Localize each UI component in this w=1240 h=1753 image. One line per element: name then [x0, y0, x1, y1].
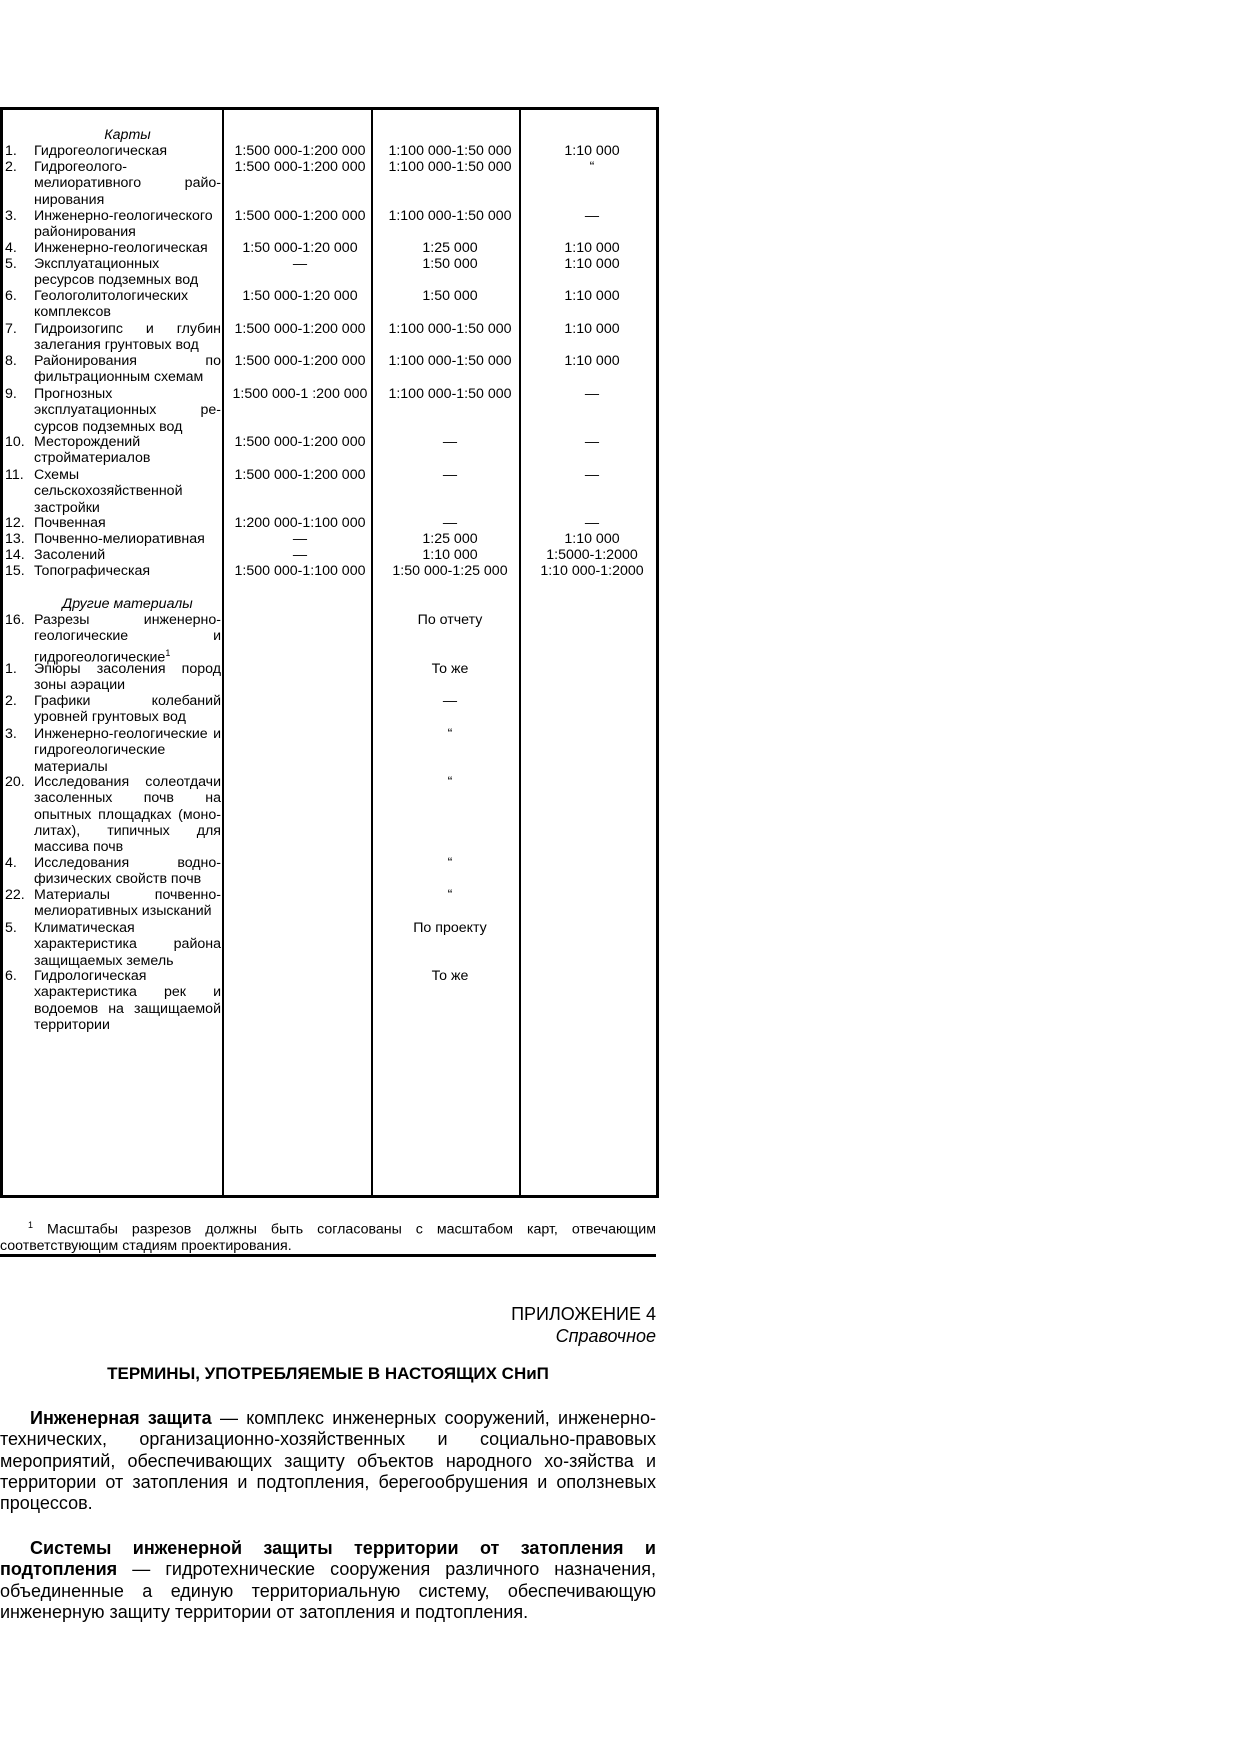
row-scale-3: 1:10 000: [564, 321, 620, 337]
row-scale-1: 1:500 000-1:200 000: [234, 353, 366, 369]
row-name: Районирования по фильтрационным схемам: [34, 353, 221, 386]
row-scale-3: “: [589, 159, 595, 175]
row-number: 20.: [5, 774, 25, 790]
row-scale-2: —: [442, 467, 458, 483]
row-number: 3.: [5, 208, 17, 224]
row-name-text: Разрезы инженерно-геологические и гидрогеологические: [34, 612, 221, 666]
row-scale-2: 1:10 000: [422, 547, 478, 563]
row-number: 4.: [5, 240, 17, 256]
term-paragraph: [0, 1538, 656, 1623]
section-maps-heading: Карты: [104, 127, 151, 143]
row-scale-2: 1:50 000-1:25 000: [392, 563, 508, 579]
column-divider: [222, 110, 224, 1195]
row-scale-2: То же: [431, 661, 469, 677]
row-name: Гидрогеологическая: [34, 143, 168, 159]
row-name: Гидрогеолого-мелиоративного райо-нирования: [34, 159, 221, 208]
row-scale-2: 1:25 000: [422, 531, 478, 547]
row-scale-2: “: [447, 774, 453, 790]
row-number: 5.: [5, 920, 17, 936]
row-name: Материалы почвенно-мелиоративных изысканий: [34, 887, 221, 920]
row-scale-3: —: [584, 434, 600, 450]
row-name: Эпюры засоления пород зоны аэрации: [34, 661, 221, 694]
appendix-sublabel: Справочное: [555, 1326, 656, 1346]
row-scale-3: —: [584, 386, 600, 402]
row-name: Инженерно-геологические и гидрогеологические материалы: [34, 726, 221, 775]
row-scale-1: 1:500 000-1:100 000: [234, 563, 366, 579]
row-scale-1: 1:50 000-1:20 000: [242, 288, 358, 304]
row-scale-2: —: [442, 434, 458, 450]
row-name: Гидроизогипс и глубин залегания грунтовых вод: [34, 321, 221, 354]
row-scale-1: 1:50 000-1:20 000: [242, 240, 358, 256]
row-scale-2: —: [442, 515, 458, 531]
row-scale-1: 1:500 000-1:200 000: [234, 159, 366, 175]
row-scale-3: 1:10 000: [564, 353, 620, 369]
section-other-heading: Другие материалы: [62, 596, 193, 612]
row-number: 4.: [5, 855, 17, 871]
footnote: [0, 1217, 656, 1255]
row-scale-2: 1:25 000: [422, 240, 478, 256]
row-number: 1.: [5, 143, 17, 159]
row-scale-3: 1:10 000: [564, 240, 620, 256]
row-number: 15.: [5, 563, 25, 579]
row-name: Геологолитологических комплексов: [34, 288, 189, 321]
row-name: Исследования водно-физических свойств почв: [34, 855, 221, 888]
row-scale-1: —: [292, 531, 308, 547]
row-name: Эксплуатационных ресурсов подземных вод: [34, 256, 199, 289]
row-scale-3: —: [584, 208, 600, 224]
row-scale-2: По отчету: [417, 612, 483, 628]
term-name: Системы инженерной защиты территории от затопления и подтопления: [0, 1538, 656, 1580]
row-scale-2: 1:100 000-1:50 000: [388, 159, 512, 175]
row-scale-1: 1:500 000-1:200 000: [234, 434, 366, 450]
row-scale-2: 1:100 000-1:50 000: [388, 386, 512, 402]
row-scale-2: 1:100 000-1:50 000: [388, 353, 512, 369]
row-name: Почвенно-мелиоративная: [34, 531, 205, 547]
row-scale-2: 1:50 000: [422, 256, 478, 272]
row-scale-1: 1:200 000-1:100 000: [234, 515, 366, 531]
row-name: Климатическая характеристика района защищаемых земель: [34, 920, 221, 969]
row-scale-3: 1:10 000: [564, 256, 620, 272]
row-name: Засолений: [34, 547, 106, 563]
row-name: Графики колебаний уровней грунтовых вод: [34, 693, 221, 726]
row-name: Схемы сельскохозяйственной застройки: [34, 467, 183, 516]
row-scale-2: По проекту: [413, 920, 487, 936]
row-scale-2: 1:50 000: [422, 288, 478, 304]
row-number: 2.: [5, 159, 17, 175]
row-name: Исследования солеотдачи засоленных почв на опытных площадках (моно-литах), типичных для массива почв: [34, 774, 221, 856]
row-number: 7.: [5, 321, 17, 337]
row-scale-1: —: [292, 256, 308, 272]
term-definition: — гидротехнические сооружения различного назначения, объединенные а единую территориальную систему, обеспечивающую инженерную защиту территории от затопления и подтопления.: [0, 1559, 656, 1622]
row-scale-2: 1:100 000-1:50 000: [388, 208, 512, 224]
row-number: 6.: [5, 968, 17, 984]
term-paragraph: [0, 1408, 656, 1514]
row-number: 14.: [5, 547, 25, 563]
row-number: 8.: [5, 353, 17, 369]
row-number: 3.: [5, 726, 17, 742]
appendix-label: ПРИЛОЖЕНИЕ 4: [511, 1304, 656, 1324]
row-scale-2: —: [442, 693, 458, 709]
row-scale-1: 1:500 000-1 :200 000: [232, 386, 368, 402]
row-number: 22.: [5, 887, 25, 903]
row-scale-3: 1:10 000: [564, 288, 620, 304]
row-name: Инженерно-геологическая: [34, 240, 208, 256]
row-number: 6.: [5, 288, 17, 304]
row-name: [34, 612, 221, 666]
footnote-mark: 1: [28, 1220, 34, 1230]
row-number: 11.: [5, 467, 24, 483]
footnote-mark: 1: [165, 647, 171, 658]
page-title: ТЕРМИНЫ, УПОТРЕБЛЯЕМЫЕ В НАСТОЯЩИХ СНиП: [107, 1364, 549, 1383]
row-scale-1: 1:500 000-1:200 000: [234, 208, 366, 224]
row-scale-1: 1:500 000-1:200 000: [234, 321, 366, 337]
row-scale-3: 1:5000-1:2000: [546, 547, 638, 563]
column-divider: [519, 110, 521, 1195]
row-scale-2: “: [447, 726, 453, 742]
row-scale-3: 1:10 000-1:2000: [540, 563, 644, 579]
row-scale-1: 1:500 000-1:200 000: [234, 143, 366, 159]
row-scale-2: 1:100 000-1:50 000: [388, 143, 512, 159]
row-number: 13.: [5, 531, 25, 547]
row-scale-2: “: [447, 887, 453, 903]
row-scale-1: 1:500 000-1:200 000: [234, 467, 366, 483]
footnote-text: Масштабы разрезов должны быть согласованы с масштабом карт, отвечающим соответствующим стадиям проектирования.: [0, 1221, 656, 1255]
scales-table: [0, 107, 659, 1198]
row-scale-3: —: [584, 515, 600, 531]
row-name: Инженерно-геологического районирования: [34, 208, 213, 241]
row-scale-3: 1:10 000: [564, 531, 620, 547]
row-number: 1.: [5, 661, 17, 677]
term-definition: — комплекс инженерных сооружений, инженерно-технических, организационно-хозяйственных и социально-правовых мероприятий, обеспечивающих защиту объектов народного хо-зяйства и территории от затопления и подтопления, берегообрушения и оползневых процессов.: [0, 1408, 656, 1514]
row-number: 12.: [5, 515, 25, 531]
row-number: 16.: [5, 612, 25, 628]
row-number: 2.: [5, 693, 17, 709]
row-scale-3: —: [584, 467, 600, 483]
row-scale-1: —: [292, 547, 308, 563]
row-scale-2: 1:100 000-1:50 000: [388, 321, 512, 337]
divider: [0, 1254, 656, 1257]
row-name: Прогнозных эксплуатационных ре-сурсов подземных вод: [34, 386, 221, 435]
column-divider: [371, 110, 373, 1195]
row-name: Гидрологическая характеристика рек и водоемов на защищаемой территории: [34, 968, 221, 1033]
row-number: 10.: [5, 434, 25, 450]
row-scale-2: “: [447, 855, 453, 871]
row-number: 9.: [5, 386, 17, 402]
row-name: Топографическая: [34, 563, 151, 579]
row-name: Месторождений стройматериалов: [34, 434, 151, 467]
row-scale-2: То же: [431, 968, 469, 984]
row-name: Почвенная: [34, 515, 106, 531]
row-number: 5.: [5, 256, 17, 272]
row-scale-3: 1:10 000: [564, 143, 620, 159]
term-name: Инженерная защита: [30, 1408, 212, 1428]
